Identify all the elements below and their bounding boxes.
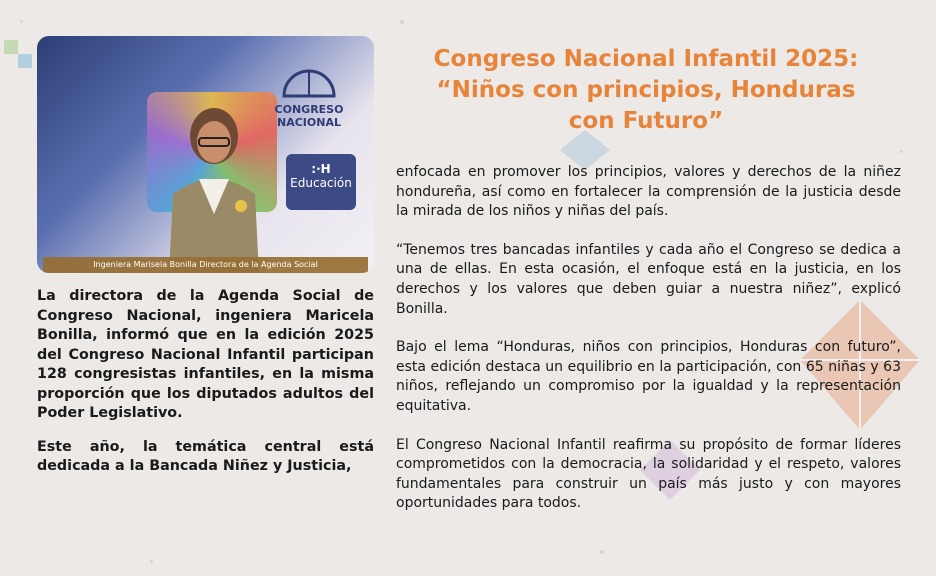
left-paragraph: La directora de la Agenda Social de Congreso Nacional, ingeniera Maricela Bonilla, informó que en la edición 2025 del Congreso Nacional Infantil participan 128 congresistas infantiles, en la misma proporción que los diputados adultos del Poder Legislativo. (37, 288, 374, 421)
kite-decoration-icon (4, 40, 34, 80)
photo-caption: Ingeniera Marisela Bonilla Directora de la Agenda Social (43, 257, 368, 273)
left-paragraph: Este año, la temática central está dedicada a la Bancada Niñez y Justicia, (37, 438, 374, 474)
congress-logo-text: CONGRESO NACIONAL (274, 103, 344, 129)
education-sign-text: Educación (290, 176, 352, 190)
background-speck (20, 20, 23, 23)
right-paragraph: Bajo el lema “Honduras, niños con principios, Honduras con futuro”, esta edición destaca un equilibrio en la participación, con 65 niñas y 63 niños, reflejando un compromiso por la igualdad y la representación equitativa. (396, 339, 901, 414)
article-title (396, 44, 896, 137)
person-portrait (159, 94, 269, 273)
dome-icon (279, 66, 339, 100)
title-line-3: con Futuro” (568, 108, 724, 134)
title-line-1: Congreso Nacional Infantil 2025: (433, 46, 859, 72)
right-paragraph: “Tenemos tres bancadas infantiles y cada año el Congreso se dedica a una de ellas. En esta ocasión, el enfoque está en la justicia, en los derechos y los valores que deben guiar a nuestra niñez”, explicó Bonilla. (396, 241, 901, 317)
article-photo (37, 36, 374, 273)
congress-logo (264, 66, 354, 136)
background-speck (600, 550, 604, 554)
education-sign: :·H Educación (286, 154, 356, 210)
left-column (37, 287, 374, 491)
right-column (396, 163, 901, 533)
right-paragraph: El Congreso Nacional Infantil reafirma su propósito de formar líderes comprometidos con la democracia, la solidaridad y el respeto, valores fundamentales para construir un país más justo y con mayores oportunidades para todos. (396, 436, 901, 512)
background-speck (150, 560, 153, 563)
title-line-2: “Niños con principios, Honduras (436, 77, 856, 103)
background-speck (900, 150, 903, 153)
right-paragraph: enfocada en promover los principios, valores y derechos de la niñez hondureña, así como en fortalecer la comprensión de la justicia desde la mirada de los niños y niñas del país. (396, 164, 901, 220)
background-speck (400, 20, 404, 24)
